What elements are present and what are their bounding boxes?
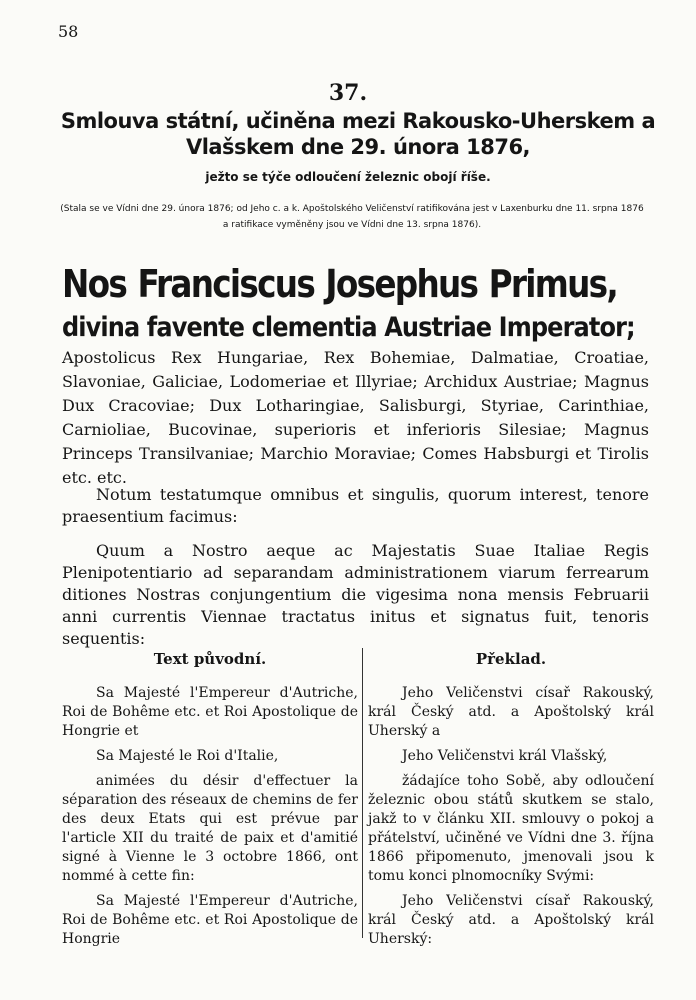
notum-paragraph: Notum testatumque omnibus et singulis, quorum interest, tenore praesentium facimus: xyxy=(62,485,649,526)
original-paragraph: Sa Majesté le Roi d'Italie, xyxy=(96,748,279,764)
translation-paragraph: Jeho Veličenstvi císař Rakouský, král Český atd. a Apoštolský král Uherský: xyxy=(368,893,654,947)
original-text-column xyxy=(62,650,358,955)
translation-heading: Překlad. xyxy=(475,650,547,668)
column-divider xyxy=(362,648,363,938)
emperor-subheading: divina favente clementia Austriae Imperator; xyxy=(62,312,635,343)
emperor-titles: Apostolicus Rex Hungariae, Rex Bohemiae, Dalmatiae, Croatiae, Slavoniae, Galiciae, Lodomeriae et Illyriae; Archidux Austriae; Magnus Dux Cracoviae; Dux Lotharingiae, Salisburgi, Styriae, Carinthiae, Carnioliae, Bucovinae, superioris et inferioris Silesiae; Magnus Princeps Transilvaniae; Marchio Moraviae; Comes Habsburgi et Tirolis etc. etc. xyxy=(62,348,649,487)
emperor-heading: Nos Franciscus Josephus Primus, xyxy=(62,262,618,306)
document-number: 37. xyxy=(328,80,368,106)
translation-paragraph: Jeho Veličenstvi král Vlašský, xyxy=(402,748,608,764)
translation-paragraph: Jeho Veličenstvi císař Rakouský, král Český atd. a Apoštolský král Uherský a xyxy=(368,685,654,739)
original-paragraph: Sa Majesté l'Empereur d'Autriche, Roi de Bohême etc. et Roi Apostolique de Hongrie xyxy=(62,893,358,947)
original-paragraph: Sa Majesté l'Empereur d'Autriche, Roi de Bohême etc. et Roi Apostolique de Hongrie et xyxy=(62,685,358,739)
original-text-heading: Text původní. xyxy=(153,650,267,668)
treaty-subtitle: ježto se týče odloučení železnic obojí říše. xyxy=(205,170,491,184)
quum-paragraph: Quum a Nostro aeque ac Majestatis Suae Italiae Regis Plenipotentiario ad separandam administrationem viarum ferrearum ditiones Nostras conjungentium die vigesima nona mensis Februarii anni currentis Viennae tractatus initus et signatus fuit, tenoris sequentis: xyxy=(62,541,649,648)
treaty-title: Smlouva státní, učiněna mezi Rakousko-Uherskem a Vlašskem dne 29. února 1876, xyxy=(60,109,656,159)
original-paragraph: animées du désir d'effectuer la séparation des réseaux de chemins de fer des deux Etats qui est prévue par l'article XII du traité de paix et d'amitié signé à Vienne le 3 octobre 1866, ont nommé à cette fin: xyxy=(62,773,358,884)
ratification-note: (Stala se ve Vídni dne 29. února 1876; od Jeho c. a k. Apoštolského Veličenství ratifikována jest v Laxenburku dne 11. srpna 1876 a ratifikace vyměněny jsou ve Vídni dne 13. srpna 1876). xyxy=(60,204,644,230)
page-number: 58 xyxy=(58,22,79,41)
translation-paragraph: žádajíce toho Sobě, aby odloučení železnic obou států skutkem se stalo, jakž to v článku XII. smlouvy o pokoj a přátelství, učiněné ve Vídni dne 3. října 1866 připomenuto, jmenovali jsou k tomu konci plnomocníky Svými: xyxy=(368,773,654,884)
translation-column xyxy=(368,650,654,955)
